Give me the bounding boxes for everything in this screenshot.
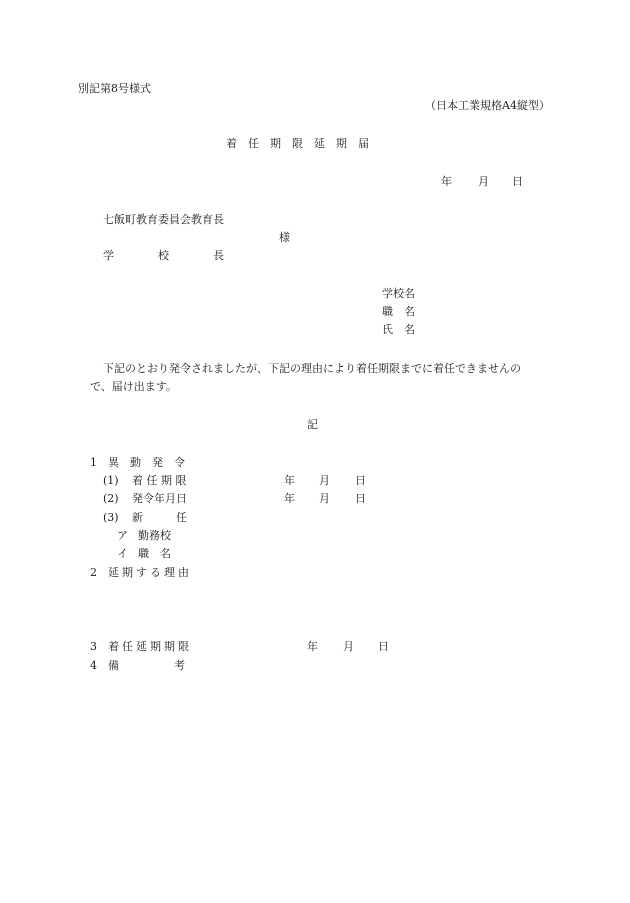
item2-label: 延期する理由	[108, 566, 192, 579]
item3-day: 日	[378, 640, 389, 653]
body-line-2: で、届け出ます。	[90, 380, 177, 393]
sub1-number: (1)	[103, 474, 119, 487]
sub3-label: 新 任	[132, 511, 187, 524]
applicant-name-label: 氏 名	[382, 323, 415, 336]
subA-label: 勤務校	[138, 529, 171, 542]
item3-year: 年	[307, 640, 318, 653]
subI-label: 職 名	[138, 547, 171, 560]
ki-heading: 記	[307, 418, 318, 431]
item1-label: 異 動 発 令	[108, 456, 185, 469]
body-line-1: 下記のとおり発令されましたが、下記の理由により着任期限までに着任できませんの	[103, 362, 521, 375]
applicant-school-label: 学校名	[382, 287, 415, 300]
sub1-month: 月	[319, 474, 330, 487]
addressee-principal: 学 校 長	[103, 249, 224, 262]
form-title: 着 任 期 限 延 期 届	[226, 137, 369, 150]
subI-marker: イ	[117, 547, 128, 560]
sub2-month: 月	[319, 492, 330, 505]
addressee-board: 七飯町教育委員会教育長	[103, 213, 224, 226]
applicant-position-label: 職 名	[382, 305, 415, 318]
date-year: 年	[441, 175, 452, 188]
item3-label: 着任延期期限	[108, 640, 192, 653]
form-number: 別記第8号様式	[78, 82, 151, 95]
item3-number: 3	[90, 640, 97, 653]
sub2-number: (2)	[103, 492, 119, 505]
sub1-day: 日	[355, 474, 366, 487]
item4-label: 備 考	[108, 659, 185, 672]
date-month: 月	[478, 175, 489, 188]
item4-number: 4	[90, 659, 97, 672]
subA-marker: ア	[117, 529, 128, 542]
sub2-day: 日	[355, 492, 366, 505]
item2-number: 2	[90, 566, 97, 579]
item3-month: 月	[343, 640, 354, 653]
date-day: 日	[512, 175, 523, 188]
sub1-year: 年	[284, 474, 295, 487]
sub3-number: (3)	[103, 511, 119, 524]
sub2-year: 年	[284, 492, 295, 505]
addressee-honorific: 様	[279, 231, 290, 244]
sub1-label: 着 任 期 限	[132, 474, 187, 487]
item1-number: 1	[90, 456, 97, 469]
sub2-label: 発令年月日	[132, 492, 187, 505]
paper-size-note: （日本工業規格A4縦型）	[425, 99, 550, 112]
